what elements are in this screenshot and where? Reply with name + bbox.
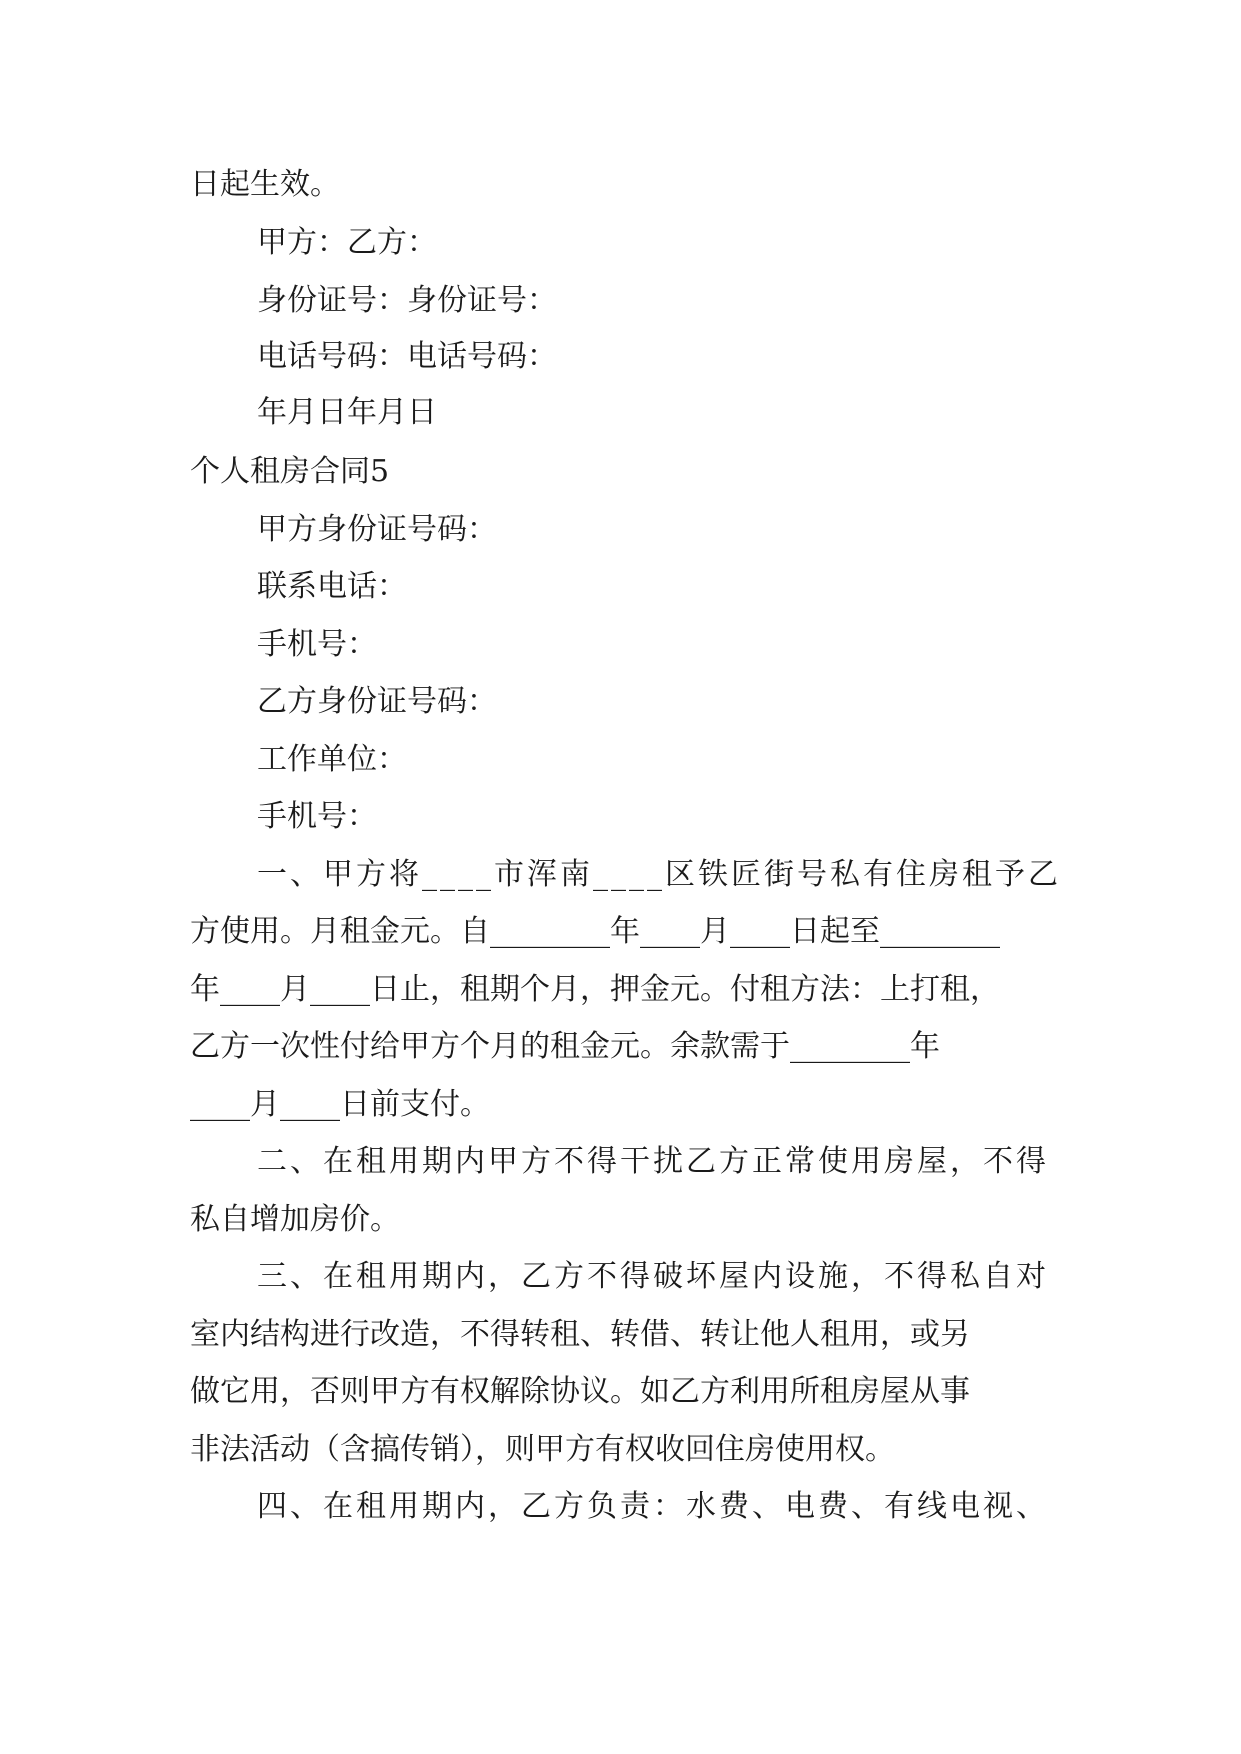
text-line: 日起生效。: [190, 167, 340, 202]
clause-line: 做它用，否则甲方有权解除协议。如乙方利用所租房屋从事: [190, 1374, 970, 1409]
clause-line: 室内结构进行改造，不得转租、转借、转让他人租用，或另: [190, 1317, 970, 1352]
clause-line: 私自增加房价。: [190, 1202, 400, 1237]
text-line: 年月日年月日: [257, 395, 437, 430]
text-line: 工作单位：: [257, 742, 407, 777]
clause-line: 四、在租用期内，乙方负责：水费、电费、有线电视、: [257, 1489, 1049, 1524]
section-heading: 个人租房合同5: [190, 454, 390, 489]
clause-line: 二、在租用期内甲方不得干扰乙方正常使用房屋，不得: [257, 1144, 1049, 1179]
text-line: 手机号：: [257, 799, 377, 834]
clause-line: 三、在租用期内，乙方不得破坏屋内设施，不得私自对: [257, 1259, 1049, 1294]
text-line: 电话号码：电话号码：: [257, 339, 557, 374]
clause-line: ____月____日前支付。: [190, 1087, 490, 1122]
text-line: 身份证号：身份证号：: [257, 283, 557, 318]
text-line: 甲方：乙方：: [257, 225, 437, 260]
clause-line: 一、甲方将____市浑南____区铁匠街号私有住房租予乙: [257, 857, 1061, 892]
text-line: 联系电话：: [257, 569, 407, 604]
clause-line: 乙方一次性付给甲方个月的租金元。余款需于________年: [190, 1029, 940, 1064]
text-line: 甲方身份证号码：: [257, 512, 497, 547]
text-line: 乙方身份证号码：: [257, 684, 497, 719]
text-line: 手机号：: [257, 627, 377, 662]
clause-line: 方使用。月租金元。自________年____月____日起至________: [190, 914, 1000, 949]
clause-line: 年____月____日止，租期个月，押金元。付租方法：上打租，: [190, 972, 1000, 1007]
clause-line: 非法活动（含搞传销），则甲方有权收回住房使用权。: [190, 1432, 895, 1467]
